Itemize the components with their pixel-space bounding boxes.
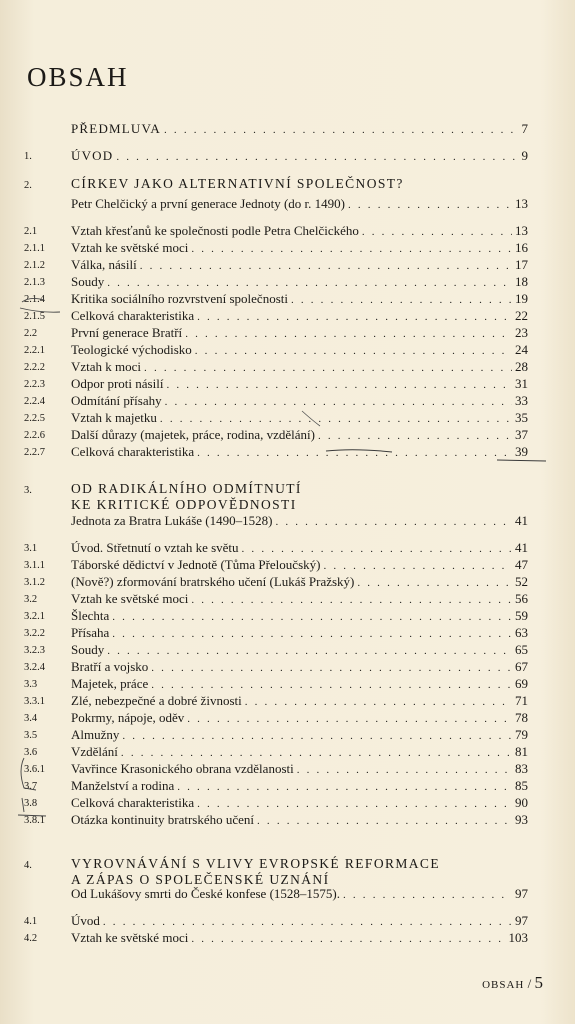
toc-entry-page: 81 [515, 744, 528, 759]
toc-entry-page: 16 [515, 240, 528, 255]
toc-entry-title: Teologické východisko [71, 342, 192, 357]
toc-entry-title: Petr Chelčický a první generace Jednoty (do r. 1490) [71, 196, 345, 211]
toc-entry-title: Celková charakteristika [71, 308, 195, 323]
toc-entry-number: 3.2.1 [24, 611, 45, 622]
toc-entry-number: 3.1.1 [24, 560, 45, 571]
chapter-number: 3. [24, 485, 32, 496]
toc-entry-page: 35 [515, 410, 528, 425]
toc-entry-page: 78 [515, 710, 528, 725]
toc-entry-title: Vztah k moci [71, 359, 142, 374]
toc-entry-title: PŘEDMLUVA [71, 121, 162, 136]
chapter-heading: A ZÁPAS O SPOLEČENSKÉ UZNÁNÍ [71, 872, 330, 887]
toc-entry-title: Odpor proti násilí [71, 376, 164, 391]
page-number: 5 [534, 973, 543, 992]
toc-entry-page: 97 [515, 913, 528, 928]
toc-entry-title: Bratří a vojsko [71, 659, 149, 674]
toc-entry-title: Majetek, práce [71, 676, 149, 691]
toc-entry-title: Táborské dědictví v Jednotě (Tůma Přeloučský) [71, 557, 321, 572]
toc-entry-number: 3.2.4 [24, 662, 45, 673]
toc-entry-page: 41 [515, 540, 528, 555]
footer-separator: / [527, 976, 532, 991]
toc-entry-title: Manželství a rodina [71, 778, 175, 793]
chapter-heading: VYROVNÁVÁNÍ S VLIVY EVROPSKÉ REFORMACE [71, 856, 440, 871]
toc-entry-title: Šlechta [71, 608, 110, 623]
toc-entry-page: 33 [515, 393, 528, 408]
toc-entry-page: 59 [515, 608, 528, 623]
toc-entry-page: 67 [515, 659, 528, 674]
toc-entry-page: 7 [521, 121, 528, 136]
toc-entry-page: 22 [515, 308, 528, 323]
toc-entry-page: 65 [515, 642, 528, 657]
toc-entry-page: 23 [515, 325, 528, 340]
toc-entry-title: Vztah ke světské moci [71, 591, 189, 606]
toc-entry-page: 83 [515, 761, 528, 776]
toc-entry-number: 2.2.1 [24, 345, 45, 356]
chapter-heading: KE KRITICKÉ ODPOVĚDNOSTI [71, 497, 297, 512]
toc-entry-title: Celková charakteristika [71, 444, 195, 459]
toc-entry-title: Vztah ke světské moci [71, 930, 189, 945]
footer-label: OBSAH [482, 979, 525, 991]
toc-entry-title: Almužny [71, 727, 120, 742]
toc-entry-page: 37 [515, 427, 528, 442]
toc-entry-title: Zlé, nebezpečné a dobré živnosti [71, 693, 242, 708]
toc-entry-page: 90 [515, 795, 528, 810]
toc-entry-number: 2.2.2 [24, 362, 45, 373]
toc-entry-number: 3.3 [24, 679, 38, 690]
toc-entry-page: 85 [515, 778, 528, 793]
toc-entry-number: 2.1.4 [24, 294, 45, 305]
pencil-bracket-2-1-4 [20, 298, 60, 312]
toc-entry-title: Válka, násilí [71, 257, 137, 272]
toc-entry-page: 103 [508, 930, 528, 945]
toc-entry-page: 39 [515, 444, 528, 459]
pencil-dash-page-39 [497, 460, 546, 461]
chapter-number: 2. [24, 180, 32, 191]
toc-entry-title: Úvod [71, 913, 100, 928]
toc-entry-number: 3.2 [24, 594, 38, 605]
toc-entry-number: 4.2 [24, 933, 38, 944]
toc-entry-number: 4.1 [24, 916, 38, 927]
pencil-tick-vztah-k-majetku [302, 411, 320, 426]
pencil-bracket-3-6 [21, 758, 36, 812]
toc-entry-title: Přísaha [71, 625, 110, 640]
toc-entry-number: 3.4 [24, 713, 38, 724]
page-title: OBSAH [27, 62, 129, 92]
toc-entry-title: Vavřince Krasonického obrana vzdělanosti [71, 761, 294, 776]
toc-entry-page: 97 [515, 886, 528, 901]
chapter-heading: OD RADIKÁLNÍHO ODMÍTNUTÍ [71, 481, 302, 496]
toc-entry-title: Jednota za Bratra Lukáše (1490–1528) [71, 513, 273, 528]
toc-entry-page: 17 [515, 257, 528, 272]
toc-entry-number: 2.2.4 [24, 396, 45, 407]
toc-entry-number: 3.6 [24, 747, 38, 758]
toc-entry-title: (Nově?) zformování bratrského učení (Lukáš Pražský) [71, 574, 355, 589]
toc-entry-title: Soudy [71, 642, 105, 657]
toc-entry-title: Od Lukášovy smrti do České konfese (1528–1575). [71, 886, 340, 901]
toc-entry-title: Další důrazy (majetek, práce, rodina, vzdělání) [71, 427, 315, 442]
toc-entry-number: 3.3.1 [24, 696, 45, 707]
toc-entry-page: 28 [515, 359, 528, 374]
toc-entry-number: 2.2.6 [24, 430, 45, 441]
toc-entry-title: Kritika sociálního rozvrstvení společnosti [71, 291, 288, 306]
toc-entry-number: 1. [24, 151, 32, 162]
toc-entry-page: 31 [515, 376, 528, 391]
toc-entry-number: 3.1.2 [24, 577, 45, 588]
toc-entry-page: 24 [515, 342, 528, 357]
toc-entry-page: 41 [515, 513, 528, 528]
toc-entry-page: 13 [515, 196, 528, 211]
pencil-dash-3-8 [18, 815, 46, 816]
toc-entry-number: 2.1.1 [24, 243, 45, 254]
toc-entry-page: 63 [515, 625, 528, 640]
toc-entry-title: První generace Bratří [71, 325, 183, 340]
toc-entry-page: 19 [515, 291, 528, 306]
toc-entry-number: 2.1.3 [24, 277, 45, 288]
toc-entry-number: 3.7 [24, 781, 38, 792]
toc-entry-page: 13 [515, 223, 528, 238]
toc-entry-number: 2.2.3 [24, 379, 45, 390]
toc-entry-page: 9 [521, 148, 528, 163]
toc-entry-title: Pokrmy, nápoje, oděv [71, 710, 185, 725]
pencil-underline-vzdelani [326, 450, 392, 452]
toc-entry-number: 3.1 [24, 543, 38, 554]
toc-entry-title: Otázka kontinuity bratrského učení [71, 812, 255, 827]
toc-entry-number: 3.6.1 [24, 764, 45, 775]
toc-entry-title: Vzdělání [71, 744, 118, 759]
toc-entry-number: 3.2.3 [24, 645, 45, 656]
toc-entry-title: Úvod. Střetnutí o vztah ke světu [71, 540, 239, 555]
toc-entry-page: 69 [515, 676, 528, 691]
toc-entry-title: Celková charakteristika [71, 795, 195, 810]
toc-entry-number: 3.2.2 [24, 628, 45, 639]
page-footer [482, 973, 543, 993]
toc-entry-title: Odmítání přísahy [71, 393, 162, 408]
toc-entry-number: 3.8 [24, 798, 38, 809]
toc-entry-number: 2.1.5 [24, 311, 45, 322]
toc-entry-number: 2.2.5 [24, 413, 45, 424]
toc-entry-page: 71 [515, 693, 528, 708]
toc-entry-title: Vztah křesťanů ke společnosti podle Petra Chelčického [71, 223, 359, 238]
toc-entry-number: 2.1 [24, 226, 38, 237]
toc-entry-number: 3.8.1 [24, 815, 45, 826]
toc-entry-number: 3.5 [24, 730, 38, 741]
toc-entry-number: 2.1.2 [24, 260, 45, 271]
toc-entry-page: 56 [515, 591, 528, 606]
toc-entry-title: Vztah k majetku [71, 410, 157, 425]
toc-entry-page: 47 [515, 557, 528, 572]
toc-entry-page: 93 [515, 812, 528, 827]
chapter-heading: CÍRKEV JAKO ALTERNATIVNÍ SPOLEČNOST? [71, 176, 404, 191]
toc-entry-page: 52 [515, 574, 528, 589]
toc-entry-page: 79 [515, 727, 528, 742]
chapter-number: 4. [24, 860, 32, 871]
toc-entry-title: ÚVOD [71, 148, 114, 163]
toc-entry-title: Soudy [71, 274, 105, 289]
toc-entry-number: 2.2.7 [24, 447, 45, 458]
toc-entry-title: Vztah ke světské moci [71, 240, 189, 255]
toc-entry-number: 2.2 [24, 328, 38, 339]
toc-entry-page: 18 [515, 274, 528, 289]
